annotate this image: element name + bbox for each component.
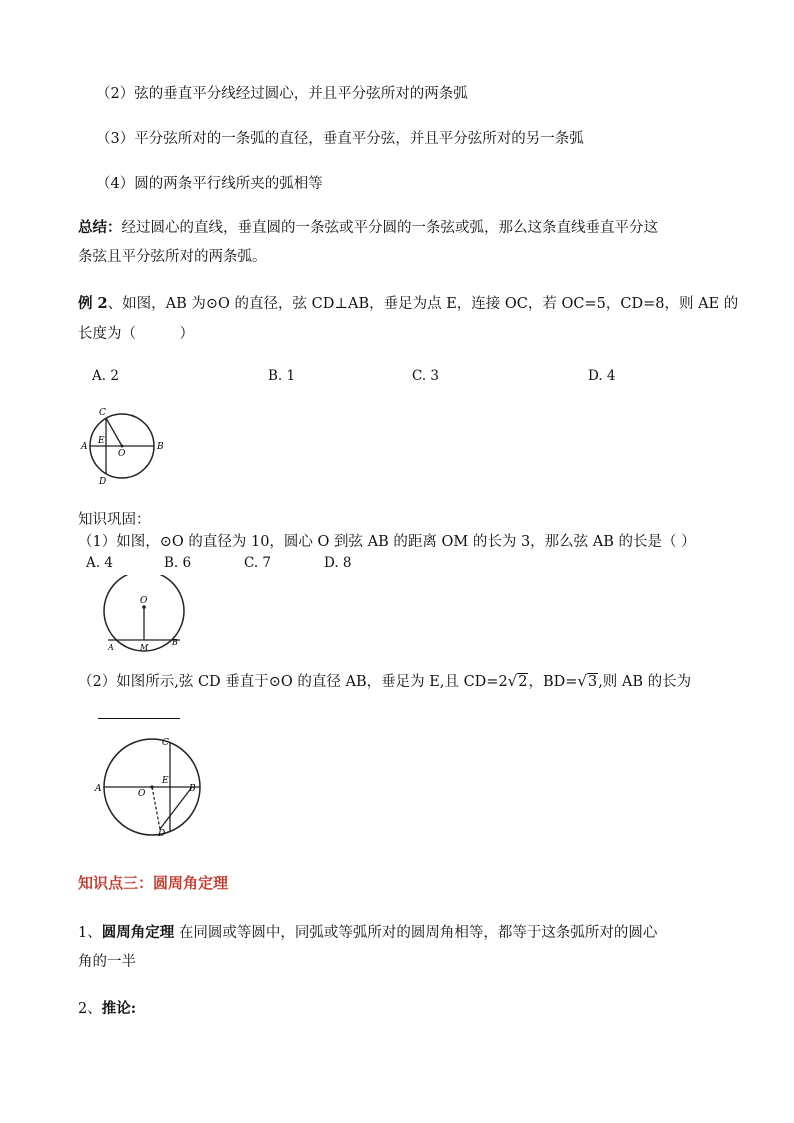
section3-item1-line1 <box>78 921 657 942</box>
q1-option-d: D. 8 <box>324 555 352 571</box>
summary-text1: 经过圆心的直线，垂直圆的一条弦或平分圆的一条弦或弧，那么这条直线垂直平分这 <box>121 220 658 236</box>
q1-option-a: A. 4 <box>86 555 113 571</box>
section3-item2-num: 2、 <box>78 1001 102 1017</box>
q1-option-b: B. 6 <box>164 555 192 571</box>
summary-label: 总结： <box>78 219 122 236</box>
intro-item-2: （2）弦的垂直平分线经过圆心，并且平分弦所对的两条弧 <box>96 86 468 102</box>
fig1-label-d: D <box>99 477 107 486</box>
example2-option-a: A. 2 <box>92 368 119 384</box>
fig1-label-a: A <box>81 442 88 452</box>
q2-answer-blank <box>98 718 180 719</box>
section3-item1-text: 在同圆或等圆中，同弧或等弧所对的圆周角相等，都等于这条弧所对的圆心 <box>174 925 658 941</box>
summary-line1 <box>78 216 658 237</box>
section3-item1-line2: 角的一半 <box>78 954 136 970</box>
q2-text-part3: ,则 AB 的长为 <box>598 674 692 690</box>
fig3-label-e: E <box>162 776 169 786</box>
example2-option-c: C. 3 <box>412 368 440 384</box>
q2-cd-coefficient: 2 <box>498 674 508 690</box>
example2-option-b: B. 1 <box>268 368 296 384</box>
q2-text-part2: ，BD= <box>528 674 578 690</box>
intro-item-3: （3）平分弦所对的一条弧的直径，垂直平分弦，并且平分弦所对的另一条弧 <box>96 131 584 147</box>
q2-bd-sqrt: √3 <box>577 672 598 690</box>
example2-text1: 、如图，AB 为⊙O 的直径，弦 CD⊥AB，垂足为点 E，连接 OC，若 OC=5，CD=8，则 AE 的 <box>107 296 739 312</box>
q2-cd-sqrt: √2 <box>507 672 528 690</box>
consolidation-q1: （1）如图，⊙O 的直径为 10，圆心 O 到弦 AB 的距离 OM 的长为 3，那么弦 AB 的长是（ ） <box>78 534 696 550</box>
fig3-label-d: D <box>158 829 166 837</box>
example2-label: 例 2 <box>78 295 108 312</box>
fig2-label-b: B <box>172 638 178 647</box>
intro-item-4: （4）圆的两条平行线所夹的弧相等 <box>96 176 323 192</box>
section3-item1-label: 圆周角定理 <box>101 924 175 941</box>
fig2-label-o: O <box>140 596 148 606</box>
q2-text-part1: （2）如图所示,弦 CD 垂直于⊙O 的直径 AB，垂足为 E,且 CD= <box>78 674 499 690</box>
consolidation-title: 知识巩固： <box>78 512 151 528</box>
fig3-label-c: C <box>162 738 169 748</box>
fig3-label-o: O <box>138 789 146 799</box>
fig1-label-c: C <box>99 408 106 418</box>
fig2-label-m: M <box>140 643 149 652</box>
summary-line2: 条弦且平分弦所对的两条弧。 <box>78 249 267 265</box>
fig1-label-b: B <box>157 442 164 452</box>
q1-figure <box>100 575 190 655</box>
fig1-label-e: E <box>98 436 105 446</box>
section3-item2-label: 推论: <box>101 1000 137 1017</box>
example2-option-d: D. 4 <box>588 368 616 384</box>
section3-item1-num: 1、 <box>78 925 102 941</box>
fig3-label-a: A <box>95 784 102 794</box>
q2-figure <box>92 735 204 837</box>
consolidation-q2 <box>78 670 691 691</box>
q2-bd-radicand: 3 <box>587 674 598 690</box>
example2-figure <box>78 404 174 486</box>
example2-line2: 长度为（ ） <box>78 326 194 342</box>
q1-option-c: C. 7 <box>244 555 272 571</box>
section3-item2 <box>78 997 136 1018</box>
fig3-label-b: B <box>189 784 196 794</box>
fig2-label-a: A <box>108 643 114 652</box>
example2-line1 <box>78 292 738 313</box>
fig1-label-o: O <box>118 449 126 459</box>
q2-cd-radicand: 2 <box>518 674 528 690</box>
section3-title: 知识点三：圆周角定理 <box>78 874 229 892</box>
